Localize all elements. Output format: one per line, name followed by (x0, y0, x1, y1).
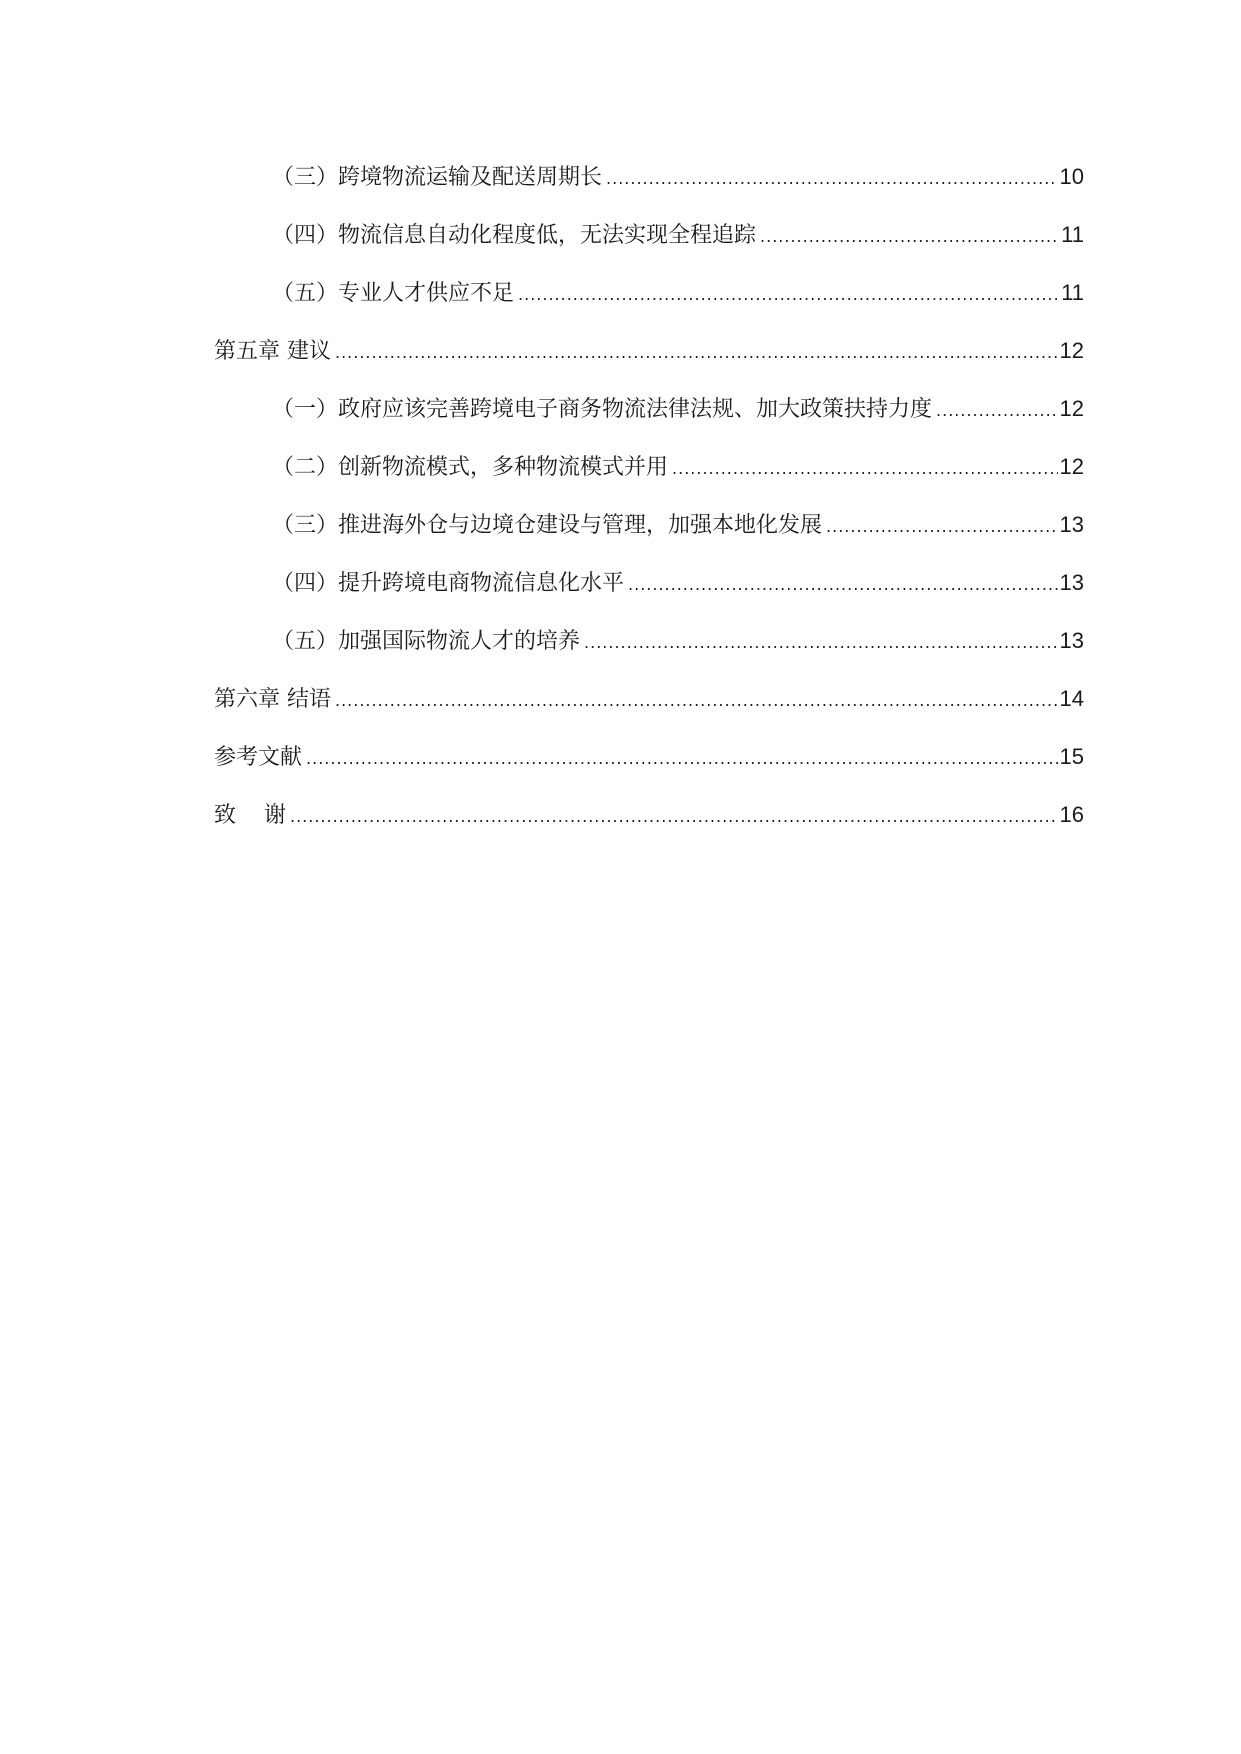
toc-entry[interactable] (214, 612, 1084, 670)
toc-entry-title: （五）加强国际物流人才的培养 (272, 629, 581, 654)
toc-chapter-entry[interactable] (214, 322, 1084, 380)
toc-entry-title: （二）创新物流模式，多种物流模式并用 (272, 455, 669, 480)
toc-entry-title: 第五章 建议 (214, 339, 331, 364)
toc-page-number: 11 (1061, 280, 1084, 305)
toc-acknowledgements-entry[interactable] (214, 786, 1084, 844)
toc-dot-leader (518, 266, 1059, 324)
toc-page-number: 13 (1059, 570, 1084, 595)
toc-page-number: 13 (1059, 628, 1084, 653)
toc-entry[interactable] (214, 206, 1084, 264)
toc-entry-title: （三）推进海外仓与边境仓建设与管理，加强本地化发展 (272, 513, 823, 538)
toc-entry-title: （三）跨境物流运输及配送周期长 (272, 165, 603, 190)
toc-dot-leader (628, 556, 1058, 614)
toc-dot-leader (826, 498, 1058, 556)
toc-entry[interactable] (214, 496, 1084, 554)
table-of-contents (214, 148, 1084, 844)
toc-entry-title: 致 谢 (214, 803, 286, 828)
toc-entry[interactable] (214, 148, 1084, 206)
toc-dot-leader (606, 150, 1058, 208)
toc-page-number: 16 (1059, 802, 1084, 827)
toc-page-number: 12 (1059, 396, 1084, 421)
toc-dot-leader (335, 324, 1058, 382)
toc-page-number: 10 (1059, 164, 1084, 189)
toc-references-entry[interactable] (214, 728, 1084, 786)
toc-entry-title: （五）专业人才供应不足 (272, 281, 515, 306)
toc-entry-title: 参考文献 (214, 745, 303, 770)
toc-dot-leader (335, 672, 1058, 730)
toc-entry[interactable] (214, 380, 1084, 438)
toc-dot-leader (584, 614, 1058, 672)
toc-page-number: 13 (1059, 512, 1084, 537)
toc-dot-leader (760, 208, 1059, 266)
toc-entry-title: （一）政府应该完善跨境电子商务物流法律法规、加大政策扶持力度 (272, 397, 933, 422)
toc-page-number: 14 (1059, 686, 1084, 711)
toc-page-number: 15 (1059, 744, 1084, 769)
toc-entry-title: 第六章 结语 (214, 687, 331, 712)
toc-dot-leader (672, 440, 1058, 498)
toc-dot-leader (290, 788, 1058, 846)
toc-dot-leader (306, 730, 1058, 788)
toc-chapter-entry[interactable] (214, 670, 1084, 728)
toc-dot-leader (936, 382, 1058, 440)
toc-entry[interactable] (214, 438, 1084, 496)
toc-entry-title: （四）物流信息自动化程度低，无法实现全程追踪 (272, 223, 757, 248)
toc-entry[interactable] (214, 264, 1084, 322)
toc-page-number: 12 (1059, 454, 1084, 479)
toc-entry[interactable] (214, 554, 1084, 612)
toc-entry-title: （四）提升跨境电商物流信息化水平 (272, 571, 625, 596)
toc-page-number: 11 (1061, 222, 1084, 247)
toc-page-number: 12 (1059, 338, 1084, 363)
